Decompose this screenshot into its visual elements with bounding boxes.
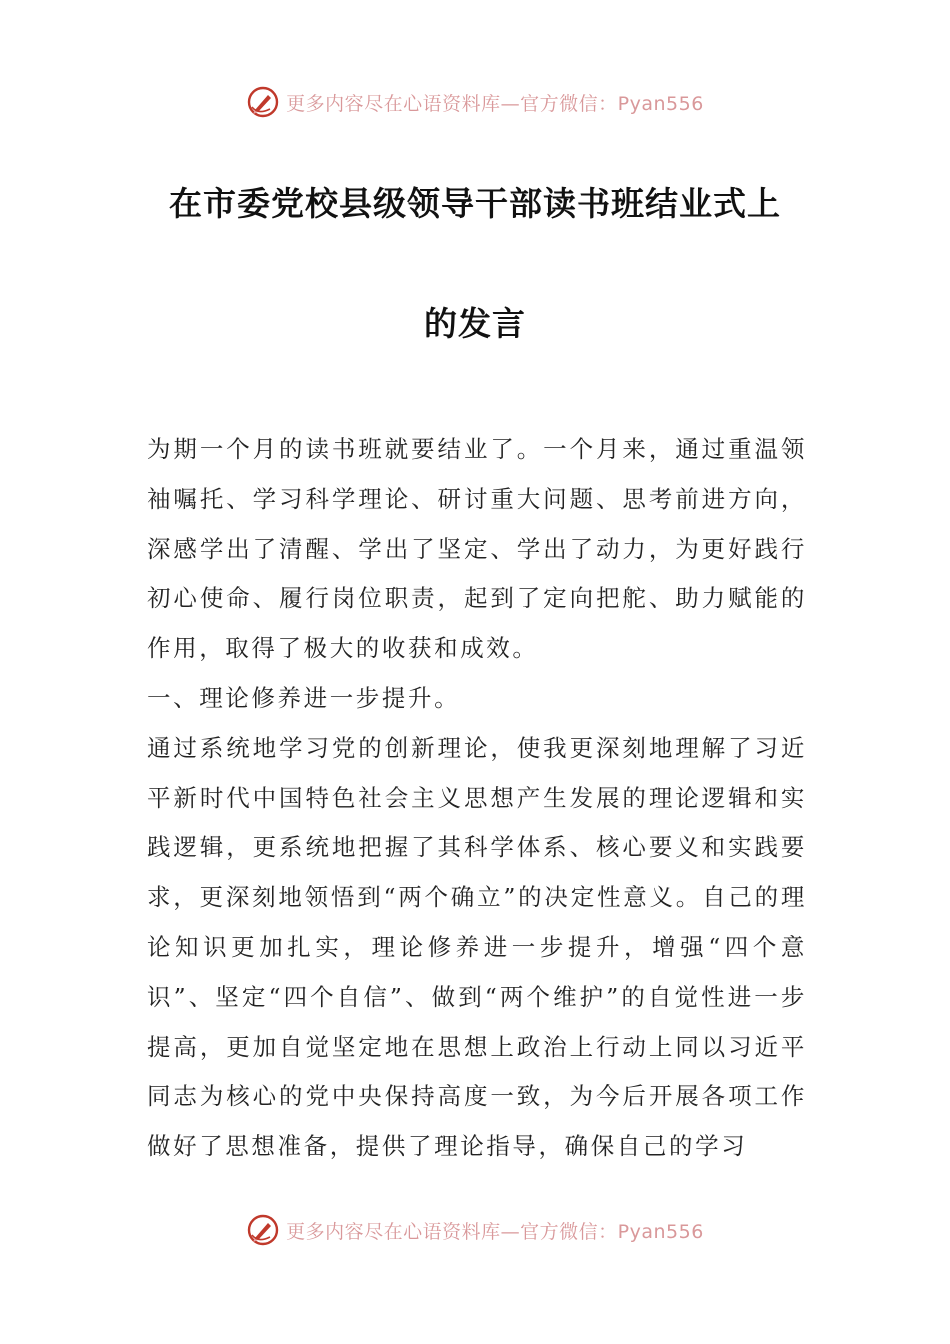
pen-logo-icon <box>246 1213 280 1247</box>
pen-logo-icon <box>246 85 280 119</box>
watermark-footer <box>0 1210 950 1250</box>
watermark-text: 更多内容尽在心语资料库—官方微信：Pyan556 <box>286 1220 704 1243</box>
watermark-text: 更多内容尽在心语资料库—官方微信：Pyan556 <box>286 92 704 115</box>
document-title-line-2: 的发言 <box>424 304 526 343</box>
paragraph-theory: 通过系统地学习党的创新理论，使我更深刻地理解了习近平新时代中国特色社会主义思想产生发展的理论逻辑和实践逻辑，更系统地把握了其科学体系、核心要义和实践要求，更深刻地领悟到“两个确立”的决定性意义。自己的理论知识更加扎实，理论修养进一步提升，增强“四个意识”、坚定“四个自信”、做到“两个维护”的自觉性进一步提高，更加自觉坚定地在思想上政治上行动上同以习近平同志为核心的党中央保持高度一致，为今后开展各项工作做好了思想准备，提供了理论指导，确保自己的学习 <box>147 733 807 1161</box>
paragraph-intro: 为期一个月的读书班就要结业了。一个月来，通过重温领袖嘱托、学习科学理论、研讨重大问题、思考前进方向，深感学出了清醒、学出了坚定、学出了动力，为更好践行初心使命、履行岗位职责，起到了定向把舵、助力赋能的作用，取得了极大的收获和成效。 <box>147 435 807 663</box>
section-heading-1: 一、理论修养进一步提升。 <box>147 683 461 712</box>
document-body <box>147 425 807 1172</box>
watermark-header <box>0 82 950 122</box>
document-title-line-1: 在市委党校县级领导干部读书班结业式上 <box>169 184 781 223</box>
